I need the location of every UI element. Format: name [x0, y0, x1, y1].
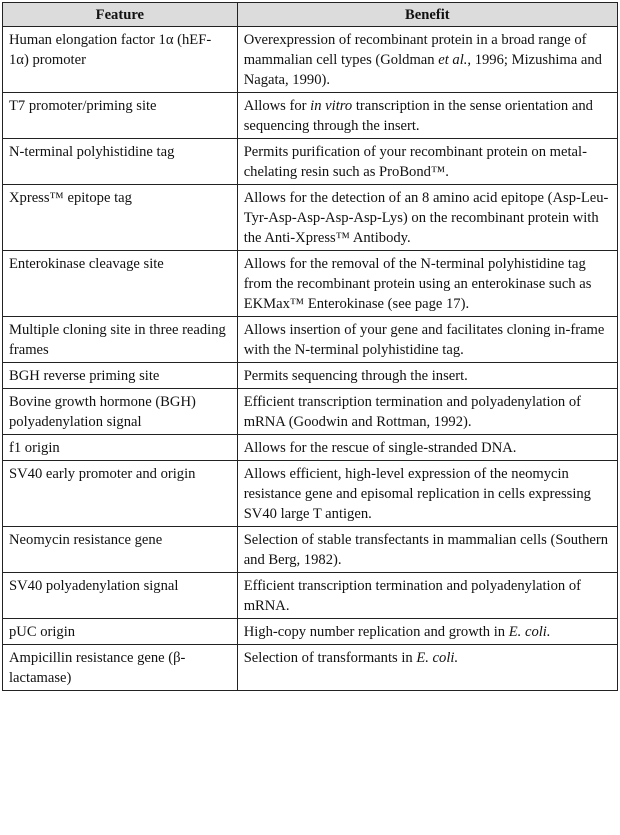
- feature-benefit-table-container: [2, 2, 618, 691]
- table-row: [3, 27, 618, 93]
- italic-text-segment: in vitro: [310, 98, 353, 114]
- italic-text-segment: E. coli.: [508, 624, 551, 640]
- text-segment: f1 origin: [9, 440, 60, 456]
- text-segment: Allows for the rescue of single-stranded DNA.: [243, 440, 517, 456]
- text-segment: Allows efficient, high-level expression of the neomycin resistance gene and episomal replication in cells expressing SV40 large T antigen.: [243, 466, 591, 522]
- feature-cell: [3, 645, 238, 691]
- benefit-cell: [237, 389, 617, 435]
- text-segment: Xpress™ epitope tag: [9, 190, 132, 206]
- feature-cell: [3, 317, 238, 363]
- text-segment: Neomycin resistance gene: [9, 532, 163, 548]
- benefit-cell: [237, 251, 617, 317]
- feature-cell: [3, 461, 238, 527]
- text-segment: Human elongation factor 1α (hEF-1α) promoter: [9, 32, 212, 68]
- benefit-cell: [237, 93, 617, 139]
- text-segment: Allows for the detection of an 8 amino acid epitope (Asp-Leu-Tyr-Asp-Asp-Asp-Asp-Lys) on the recombinant protein with the Anti-Xpress™ Antibody.: [243, 190, 609, 246]
- feature-cell: [3, 185, 238, 251]
- text-segment: SV40 early promoter and origin: [9, 466, 196, 482]
- benefit-column-header: Benefit: [237, 3, 617, 27]
- benefit-cell: [237, 573, 617, 619]
- benefit-cell: [237, 139, 617, 185]
- feature-column-header: Feature: [3, 3, 238, 27]
- italic-text-segment: E. coli.: [416, 650, 459, 666]
- table-row: [3, 619, 618, 645]
- table-row: [3, 527, 618, 573]
- text-segment: , 1996; Mizushima and Nagata, 1990).: [243, 52, 602, 88]
- benefit-cell: [237, 645, 617, 691]
- text-segment: transcription in the sense orientation and sequencing through the insert.: [243, 98, 593, 134]
- feature-cell: [3, 27, 238, 93]
- table-row: [3, 573, 618, 619]
- text-segment: Allows for the removal of the N-terminal polyhistidine tag from the recombinant protein using an enterokinase such as EKMax™ Enterokinase (see page 17).: [243, 256, 592, 312]
- feature-benefit-table: [2, 2, 618, 691]
- feature-cell: [3, 527, 238, 573]
- text-segment: Ampicillin resistance gene (β-lactamase): [9, 650, 186, 686]
- feature-cell: [3, 573, 238, 619]
- text-segment: pUC origin: [9, 624, 76, 640]
- text-segment: Bovine growth hormone (BGH) polyadenylation signal: [9, 394, 196, 430]
- benefit-cell: [237, 317, 617, 363]
- text-segment: Permits purification of your recombinant protein on metal-chelating resin such as ProBond™.: [243, 144, 587, 180]
- table-row: [3, 389, 618, 435]
- text-segment: T7 promoter/priming site: [9, 98, 157, 114]
- text-segment: Overexpression of recombinant protein in a broad range of mammalian cell types (Goldman: [243, 32, 587, 68]
- benefit-cell: [237, 619, 617, 645]
- feature-cell: [3, 389, 238, 435]
- table-row: [3, 645, 618, 691]
- text-segment: N-terminal polyhistidine tag: [9, 144, 175, 160]
- table-row: [3, 139, 618, 185]
- text-segment: Enterokinase cleavage site: [9, 256, 164, 272]
- feature-cell: [3, 435, 238, 461]
- table-header-row: [3, 3, 618, 27]
- italic-text-segment: et al.: [438, 52, 468, 68]
- text-segment: SV40 polyadenylation signal: [9, 578, 179, 594]
- text-segment: High-copy number replication and growth in: [243, 624, 509, 640]
- text-segment: Permits sequencing through the insert.: [243, 368, 468, 384]
- feature-cell: [3, 363, 238, 389]
- table-row: [3, 461, 618, 527]
- benefit-cell: [237, 527, 617, 573]
- feature-cell: [3, 93, 238, 139]
- feature-cell: [3, 619, 238, 645]
- text-segment: Selection of transformants in: [243, 650, 417, 666]
- table-row: [3, 363, 618, 389]
- benefit-cell: [237, 363, 617, 389]
- text-segment: BGH reverse priming site: [9, 368, 160, 384]
- table-row: [3, 435, 618, 461]
- benefit-cell: [237, 27, 617, 93]
- text-segment: Efficient transcription termination and polyadenylation of mRNA.: [243, 578, 582, 614]
- table-body: [3, 27, 618, 691]
- text-segment: Multiple cloning site in three reading frames: [9, 322, 226, 358]
- text-segment: Efficient transcription termination and polyadenylation of mRNA (Goodwin and Rottman, 1992).: [243, 394, 582, 430]
- benefit-cell: [237, 461, 617, 527]
- table-row: [3, 317, 618, 363]
- feature-cell: [3, 139, 238, 185]
- text-segment: Allows for: [243, 98, 311, 114]
- table-row: [3, 93, 618, 139]
- table-row: [3, 251, 618, 317]
- text-segment: Selection of stable transfectants in mammalian cells (Southern and Berg, 1982).: [243, 532, 609, 568]
- benefit-cell: [237, 185, 617, 251]
- feature-cell: [3, 251, 238, 317]
- table-row: [3, 185, 618, 251]
- text-segment: Allows insertion of your gene and facilitates cloning in-frame with the N-terminal polyhistidine tag.: [243, 322, 605, 358]
- benefit-cell: [237, 435, 617, 461]
